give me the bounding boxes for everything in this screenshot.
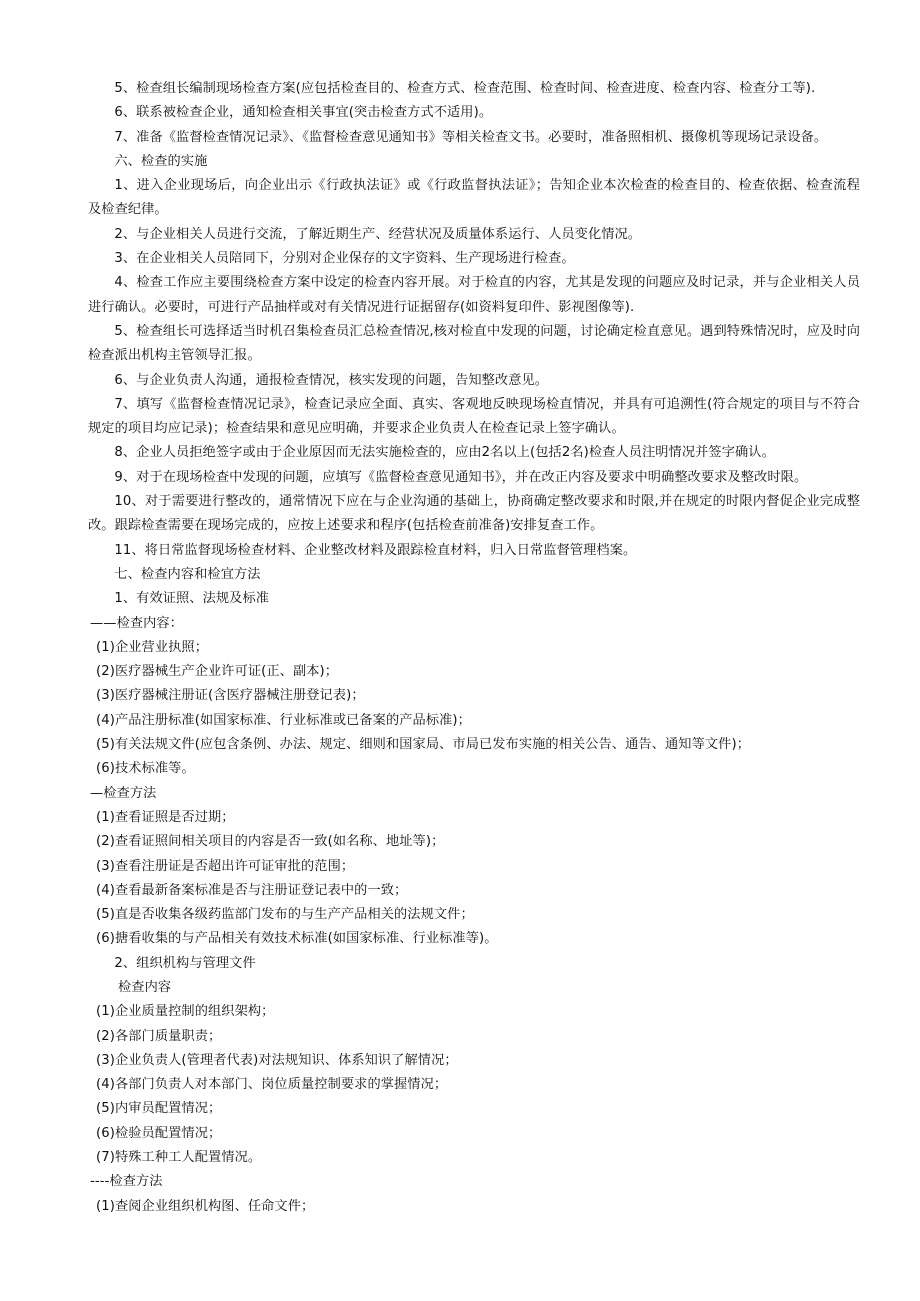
- list-item: (1)企业营业执照；: [96, 639, 208, 655]
- list-item: (5)直是否收集各级药监部门发布的与生产产品相关的法规文件；: [96, 907, 474, 923]
- paragraph-3-accompanied-check: 3、在企业相关人员陪同下，分别对企业保存的文字资料、生产现场进行检查。: [114, 251, 575, 267]
- paragraph-5-summarize: 5、检查组长可选择适当时机召集检查员汇总检查情况,核对检直中发现的问题，讨论确定检直意见。遇到特殊情况时，应及时向检查派出机构主管领导汇报。: [88, 323, 860, 364]
- paragraph-5-inspection-plan: 5、检查组长编制现场检查方案(应包括检查目的、检查方式、检查范围、检查时间、检查进度、检查内容、检查分工等).: [114, 81, 816, 96]
- paragraph-4-check-work: 4、检查工作应主要围绕检查方案中设定的检查内容开展。对于检直的内容，尤其是发现的问题应及时记录，并与企业相关人员进行确认。必要时，可进行产品抽样或对有关情况进行证据留存(如资料复印件、影视图像等).: [88, 275, 860, 315]
- list-item: (3)查看注册证是否超出许可证审批的范围；: [96, 858, 355, 874]
- document-body: [88, 77, 860, 1219]
- list-item: (4)查看最新备案标准是否与注册证登记表中的一致；: [96, 882, 408, 898]
- list-item: (7)特殊工种工人配置情况。: [96, 1150, 262, 1166]
- paragraph-6-notify-result: 6、与企业负责人沟通，通报检查情况，核实发现的问题，告知整改意见。: [114, 372, 549, 388]
- list-item: (5)内审员配置情况；: [96, 1101, 222, 1117]
- section-heading-7: 七、检查内容和检宜方法: [114, 566, 261, 582]
- paragraph-7-fill-record: 7、填写《监督检查情况记录》，检查记录应全面、真实、客观地反映现场检直情况，并具有可追溯性(符合规定的项目与不符合规定的项目均应记录)；检查结果和意见应明确，并要求企业负责人在检查记录上签字确认。: [88, 396, 860, 437]
- list-item: (1)查阅企业组织机构图、任命文件；: [96, 1198, 315, 1214]
- section-heading-6: 六、检查的实施: [114, 153, 208, 169]
- label-check-content: 检查内容: [118, 979, 172, 995]
- paragraph-6-contact-enterprise: 6、联系被检查企业，通知检查相关事宜(突击检查方式不适用)。: [114, 105, 493, 121]
- list-item: (2)各部门质量职责；: [96, 1028, 222, 1044]
- list-item: (5)有关法规文件(应包含条例、办法、规定、细则和国家局、市局已发布实施的相关公告、通告、通知等文件)；: [96, 737, 750, 753]
- list-item: (6)检验员配置情况；: [96, 1125, 222, 1141]
- label-check-method: —检查方法: [90, 785, 157, 801]
- label-check-method: ----检查方法: [90, 1174, 163, 1190]
- list-item: (2)查看证照间相关项目的内容是否一致(如名称、地址等)；: [96, 834, 445, 850]
- list-item: (1)企业质量控制的组织架构；: [96, 1004, 275, 1020]
- label-check-content: ——检查内容：: [90, 615, 184, 631]
- paragraph-9-opinion-notice: 9、对于在现场检查中发现的问题，应填写《监督检查意见通知书》，并在改正内容及要求中明确整改要求及整改时限。: [114, 469, 808, 485]
- paragraph-8-refuse-sign: 8、企业人员拒绝签字或由于企业原因而无法实施检查的，应由2名以上(包括2名)检查人员注明情况并签字确认。: [114, 445, 775, 461]
- list-item: (6)技术标准等。: [96, 761, 195, 777]
- list-item: (3)企业负责人(管理者代表)对法规知识、体系知识了解情况；: [96, 1052, 458, 1068]
- list-item: (4)各部门负责人对本部门、岗位质量控制要求的掌握情况；: [96, 1077, 448, 1093]
- list-item: (4)产品注册标准(如国家标准、行业标准或已备案的产品标准)；: [96, 712, 471, 728]
- list-item: (6)搪看收集的与产品相关有效技术标准(如国家标准、行业标准等)。: [96, 931, 498, 947]
- subheading-1-licenses: 1、有效证照、法规及标准: [114, 591, 270, 607]
- paragraph-10-rectification: 10、对于需要进行整改的，通常情况下应在与企业沟通的基础上，协商确定整改要求和时限,并在规定的时限内督促企业完成整改。跟踪检查需要在现场完成的，应按上述要求和程序(包括检查前准备)安排复查工作。: [88, 494, 860, 534]
- list-item: (3)医疗器械注册证(含医疗器械注册登记表)；: [96, 688, 365, 704]
- paragraph-7-prepare-documents: 7、准备《监督检查情况记录》、《监督检查意见通知书》等相关检查文书。必要时，准备照相机、摄像机等现场记录设备。: [114, 129, 828, 145]
- paragraph-11-archive: 11、将日常监督现场检查材料、企业整改材料及跟踪检直材料，归入日常监督管理档案。: [114, 542, 637, 558]
- paragraph-1-enter-site: 1、进入企业现场后，向企业出示《行政执法证》或《行政监督执法证》；告知企业本次检查的检查目的、检查依据、检查流程及检查纪律。: [88, 178, 860, 218]
- list-item: (1)查看证照是否过期；: [96, 809, 235, 825]
- subheading-2-organization: 2、组织机构与管理文件: [114, 955, 256, 971]
- list-item: (2)医疗器械生产企业许可证(正、副本)；: [96, 664, 339, 680]
- paragraph-2-communicate: 2、与企业相关人员进行交流，了解近期生产、经营状况及质量体系运行、人员变化情况。: [114, 226, 642, 242]
